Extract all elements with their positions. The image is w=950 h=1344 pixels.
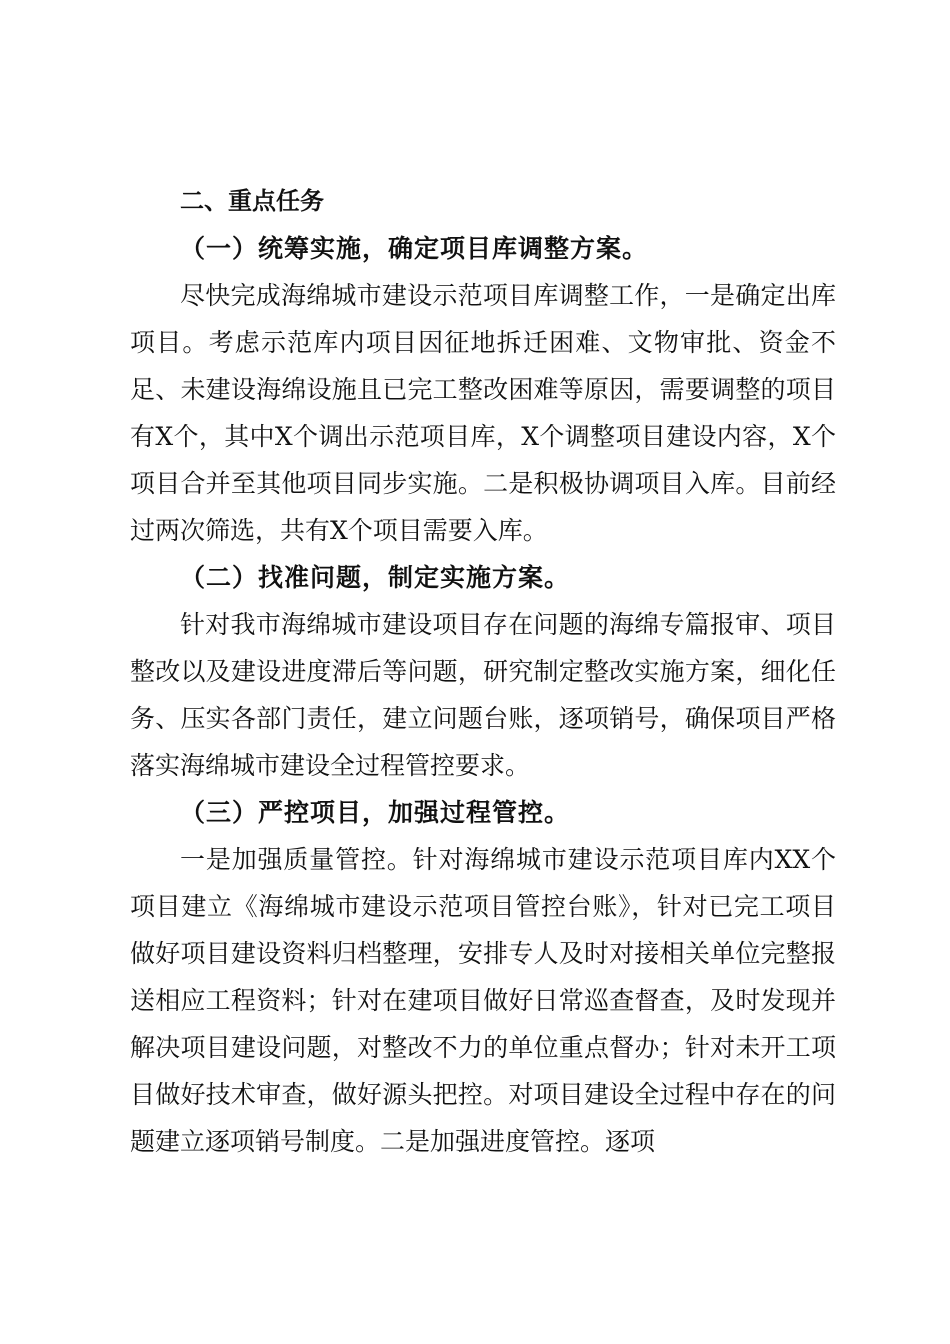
document-body [130,178,836,1165]
subsection-heading-3: （三）严控项目，加强过程管控。 [180,798,571,827]
section-title: 二、重点任务 [180,187,324,215]
paragraph-3: 一是加强质量管控。针对海绵城市建设示范项目库内XX个项目建立《海绵城市建设示范项目管控台账》，针对已完工项目做好项目建设资料归档整理，安排专人及时对接相关单位完整报送相应工程资料；针对在建项目做好日常巡查督查，及时发现并解决项目建设问题，对整改不力的单位重点督办；针对未开工项目做好技术审查，做好源头把控。对项目建设全过程中存在的问题建立逐项销号制度。二是加强进度管控。逐项 [130,845,836,1156]
paragraph-2: 针对我市海绵城市建设项目存在问题的海绵专篇报审、项目整改以及建设进度滞后等问题，研究制定整改实施方案，细化任务、压实各部门责任，建立问题台账，逐项销号，确保项目严格落实海绵城市建设全过程管控要求。 [130,610,836,780]
subsection-heading-2: （二）找准问题，制定实施方案。 [180,563,571,592]
subsection-heading-1: （一）统筹实施，确定项目库调整方案。 [180,234,649,263]
paragraph-1: 尽快完成海绵城市建设示范项目库调整工作，一是确定出库项目。考虑示范库内项目因征地拆迁困难、文物审批、资金不足、未建设海绵设施且已完工整改困难等原因，需要调整的项目有X个，其中X个调出示范项目库，X个调整项目建设内容，X个项目合并至其他项目同步实施。二是积极协调项目入库。目前经过两次筛选，共有X个项目需要入库。 [130,281,836,545]
